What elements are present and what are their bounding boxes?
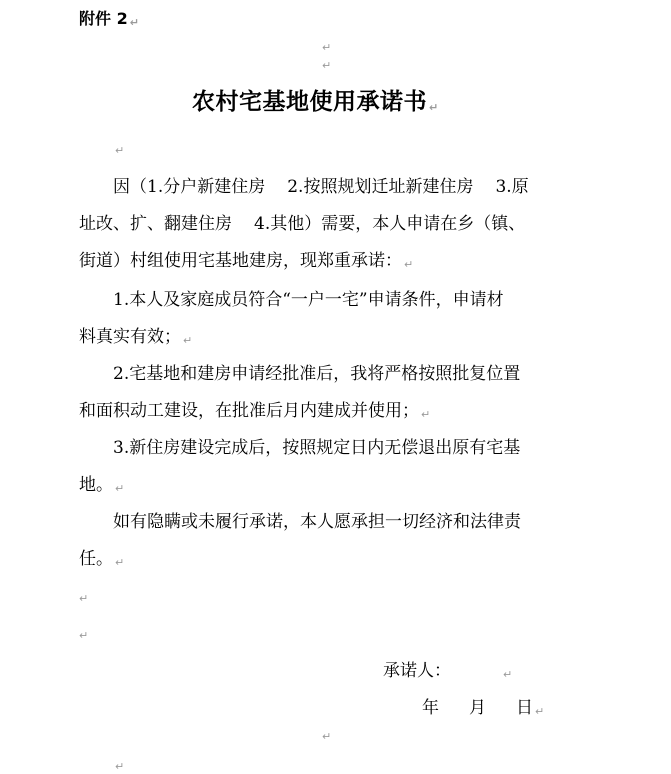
paragraph-mark-icon: ↵ [115, 760, 125, 773]
paragraph-mark-icon: ↵ [404, 258, 414, 271]
commitment-item-2-line-1: 2.宅基地和建房申请经批准后，我将严格按照批复位置 [113, 364, 521, 384]
promisor-signature-line: 承诺人： ↵ [383, 661, 513, 681]
paragraph-1-line-1: 因（1.分户新建住房 2.按照规划迁址新建住房 3.原 [113, 177, 529, 197]
commitment-item-1-line-2: 料真实有效； ↵ [79, 327, 193, 347]
year-label: 年 [422, 698, 439, 718]
commitment-item-1-line-1: 1.本人及家庭成员符合“一户一宅”申请条件，申请材 [113, 290, 504, 310]
paragraph-mark-icon: ↵ [322, 41, 332, 54]
paragraph-mark-icon: ↵ [115, 482, 125, 495]
paragraph-mark-icon: ↵ [115, 144, 125, 157]
commitment-item-2-line-2: 和面积动工建设，在批准后月内建成并使用； ↵ [79, 401, 431, 421]
month-label: 月 [469, 698, 486, 718]
paragraph-mark-icon: ↵ [322, 730, 332, 743]
commitment-item-3-line-1: 3.新住房建设完成后，按照规定日内无偿退出原有宅基 [113, 438, 521, 458]
paragraph-mark-icon: ↵ [503, 668, 513, 681]
closing-statement-line-2: 任。 ↵ [79, 549, 125, 569]
paragraph-mark-icon: ↵ [79, 592, 89, 605]
paragraph-mark-icon: ↵ [429, 101, 439, 114]
paragraph-mark-icon: ↵ [322, 59, 332, 72]
paragraph-mark-icon: ↵ [129, 16, 139, 29]
commitment-item-3-line-2: 地。 ↵ [79, 475, 125, 495]
closing-statement-line-1: 如有隐瞒或未履行承诺，本人愿承担一切经济和法律责 [113, 512, 521, 532]
paragraph-1-line-2: 址改、扩、翻建住房 4.其他）需要，本人申请在乡（镇、 [79, 214, 526, 234]
day-label: 日 [516, 698, 533, 718]
paragraph-mark-icon: ↵ [421, 408, 431, 421]
paragraph-mark-icon: ↵ [535, 705, 545, 718]
paragraph-1-line-3: 街道）村组使用宅基地建房，现郑重承诺： ↵ [79, 251, 414, 271]
date-line [422, 697, 544, 721]
document-title: 农村宅基地使用承诺书 ↵ [192, 89, 439, 115]
paragraph-mark-icon: ↵ [79, 629, 89, 642]
paragraph-mark-icon: ↵ [183, 334, 193, 347]
attachment-label: 附件 2 ↵ [79, 9, 139, 29]
paragraph-mark-icon: ↵ [115, 556, 125, 569]
